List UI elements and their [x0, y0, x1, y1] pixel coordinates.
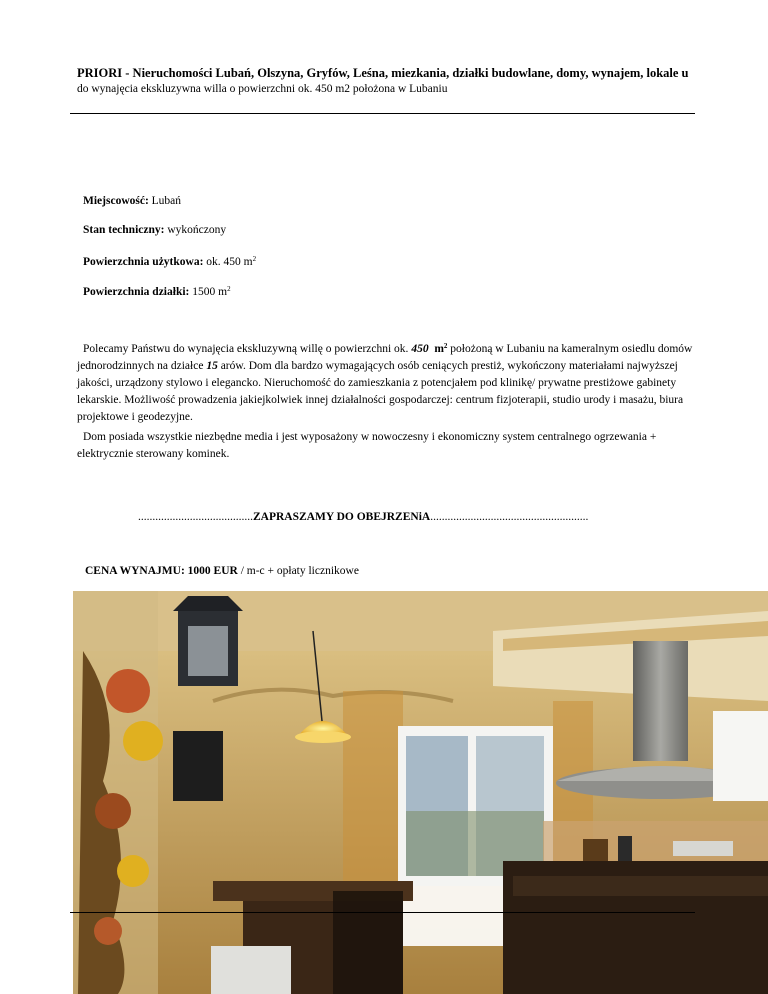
description-area-sup: 2: [443, 342, 448, 350]
description-area-unit: m: [434, 343, 444, 355]
description-area-value: 450: [411, 343, 429, 355]
rental-price: [85, 565, 359, 577]
detail-plot-area-value: 1500 m: [192, 286, 228, 298]
detail-usable-area-label: Powierzchnia użytkowa:: [83, 256, 204, 268]
detail-condition-value: wykończony: [167, 224, 227, 236]
invite-dots-left: ........................................: [138, 511, 253, 523]
detail-plot-area: [83, 282, 231, 299]
page-title: PRIORI - Nieruchomości Lubań, Olszyna, Gryfów, Leśna, miezkania, działki budowlane, domy, wynajem, lokale u: [77, 66, 689, 80]
detail-location: [83, 194, 181, 208]
detail-usable-area-unit: m: [243, 256, 253, 268]
detail-usable-area-value: ok. 450: [206, 256, 241, 268]
description-text: Dom posiada wszystkie niezbędne media i jest wyposażony w nowoczesny i ekonomiczny system centralnego ogrzewania + elektrycznie sterowany kominek.: [77, 431, 657, 460]
description-paragraph-2: [77, 429, 697, 463]
detail-location-label: Miejscowość:: [83, 195, 149, 207]
page-subtitle: do wynajęcia ekskluzywna willa o powierzchni ok. 450 m2 położona w Lubaniu: [77, 83, 448, 95]
description-text: Polecamy Państwu do wynajęcia ekskluzywną willę o powierzchni ok.: [83, 343, 412, 355]
description-plot-value: 15: [206, 360, 218, 372]
kitchen-photo-illustration: [73, 591, 768, 994]
footer-divider: [70, 912, 695, 913]
detail-plot-area-label: Powierzchnia działki:: [83, 286, 190, 298]
invite-text: ZAPRASZAMY DO OBEJRZENiA: [253, 511, 431, 523]
description-text: położoną w Lubaniu na kameralnym osiedlu domów jednorodzinnych na działce: [77, 343, 693, 372]
header-divider: [70, 113, 695, 114]
detail-condition: [83, 223, 226, 237]
detail-plot-area-sup: 2: [227, 285, 231, 293]
description-text: arów. Dom dla bardzo wymagających osób ceniących prestiż, wykończony materiałami najwyższej jakości, urządzony stylowo i elegancko. Nieruchomość do zamieszkania z potencjałem pod klinikę/ prywatne prestiżowe gabinety lekarskie. Możliwość prowadzenia jakiejkolwiek innej działalności gospodarczej: centrum fizjoterapii, studio urody i masażu, biura projektowe i geodezyjne.: [77, 360, 684, 423]
rental-price-label: CENA WYNAJMU: 1000 EUR: [85, 565, 238, 577]
invitation-line: [138, 511, 588, 523]
detail-usable-area: [83, 252, 256, 269]
detail-usable-area-sup: 2: [252, 255, 257, 263]
invite-dots-right: .......................................................: [430, 511, 589, 523]
detail-condition-label: Stan techniczny:: [83, 224, 165, 236]
detail-location-value: Lubań: [151, 195, 182, 207]
rental-price-suffix: / m-c + opłaty licznikowe: [237, 565, 359, 577]
kitchen-photo: [73, 591, 768, 994]
description-paragraph-1: [77, 338, 697, 426]
